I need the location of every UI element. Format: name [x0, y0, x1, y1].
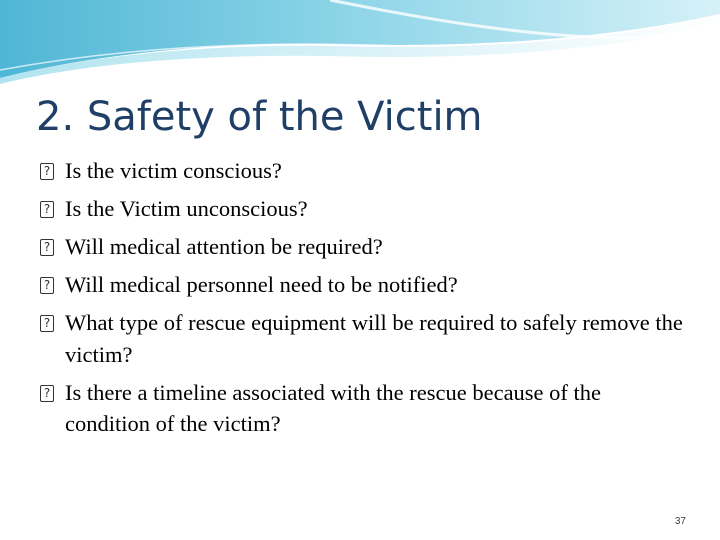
unknown-glyph-icon	[40, 163, 54, 180]
bullet-text: Is the Victim unconscious?	[65, 196, 308, 222]
bullet-item	[40, 193, 690, 225]
unknown-glyph-icon	[40, 315, 54, 332]
bullet-item	[40, 377, 690, 440]
bullet-text: What type of rescue equipment will be required to safely remove the victim?	[65, 310, 683, 367]
bullet-item	[40, 307, 690, 370]
bullet-item	[40, 231, 690, 263]
unknown-glyph-icon	[40, 385, 54, 402]
header-wave-decoration	[0, 0, 720, 90]
bullet-text: Is there a timeline associated with the rescue because of the condition of the victim?	[65, 379, 602, 437]
unknown-glyph-icon	[40, 201, 54, 218]
bullet-text: Will medical personnel need to be notified?	[65, 272, 458, 298]
bullet-list	[40, 155, 690, 447]
page-number: 37	[674, 516, 686, 527]
bullet-text: Will medical attention be required?	[65, 234, 383, 260]
bullet-text: Is the victim conscious?	[65, 158, 282, 183]
bullet-item	[40, 155, 690, 187]
slide-title: 2. Safety of the Victim	[36, 94, 483, 140]
bullet-item	[40, 269, 690, 301]
unknown-glyph-icon	[40, 277, 54, 294]
unknown-glyph-icon	[40, 239, 54, 256]
